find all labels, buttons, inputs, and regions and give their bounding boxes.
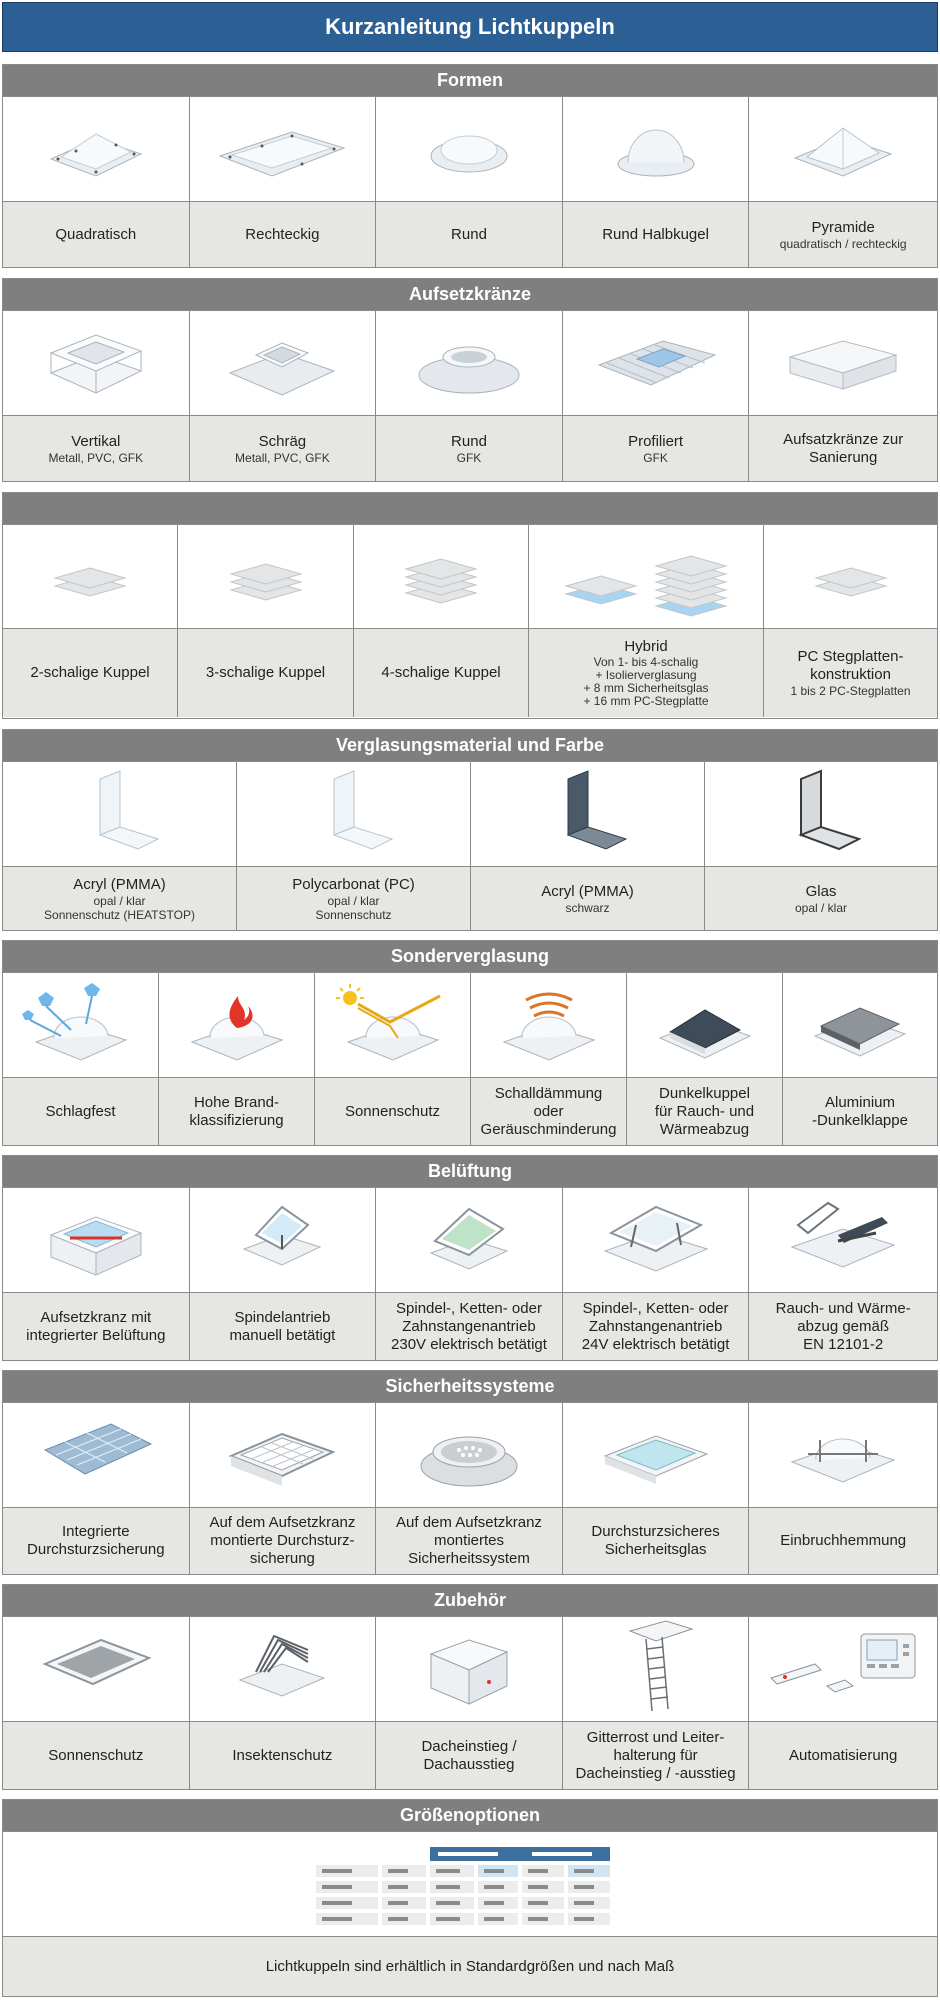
label-hybrid: Hybrid [624, 638, 668, 655]
section-heading: Sonderverglasung [3, 941, 937, 973]
size-table-illustration [3, 1832, 937, 1936]
sublabel-pc-stegplatten: 1 bis 2 PC-Stegplatten [790, 684, 911, 698]
image-aufsetzkranz-belueftung [3, 1188, 190, 1292]
image-sanierung [749, 311, 937, 415]
label-automatisierung: Automatisierung [788, 1746, 898, 1764]
section-heading: Aufsetzkränze [3, 279, 937, 311]
image-insektenschutz [190, 1617, 377, 1721]
label-profiliert: Profiliert [628, 432, 684, 450]
section-verglasung [2, 729, 938, 931]
label-24v-3: 24V elektrisch betätigt [581, 1335, 730, 1353]
section-heading: Verglasungsmaterial und Farbe [3, 730, 937, 762]
label-230v-3: 230V elektrisch betätigt [391, 1335, 547, 1353]
image-rauch-waermeabzug [749, 1188, 937, 1292]
label-spindel-manuell-1: Spindelantrieb [234, 1308, 331, 1326]
image-schalldaemmung [471, 973, 627, 1077]
label-sanierung-2: Sanierung [808, 448, 878, 466]
label-dacheinstieg-2: Dachausstieg [423, 1755, 515, 1773]
label-glas-sicher-2: Sicherheitsglas [604, 1541, 707, 1558]
label-alu-1: Aluminium [824, 1093, 896, 1111]
label-glas-sicher-1: Durchsturzsicheres [591, 1523, 720, 1540]
image-automatisierung [749, 1617, 937, 1721]
section-heading: Formen [3, 65, 937, 97]
label-quadratisch: Quadratisch [55, 225, 137, 243]
section-heading: Größenoptionen [3, 1800, 937, 1832]
label-rund-halbkugel: Rund Halbkugel [602, 225, 709, 243]
label-dunkel-2: für Rauch- und [654, 1102, 755, 1120]
section-sonderverglasung [2, 940, 938, 1146]
sublabel-vertikal: Metall, PVC, GFK [48, 450, 144, 465]
section-heading [3, 493, 937, 525]
label-integrierte-1: Integrierte [62, 1523, 130, 1540]
label-glas: Glas [805, 882, 837, 900]
image-gitterrost-leiter [563, 1617, 750, 1721]
label-schall-1: Schalldämmung [494, 1084, 603, 1102]
label-dacheinstieg-1: Dacheinstieg / [421, 1737, 517, 1755]
label-rwa-2: abzug gemäß [797, 1317, 890, 1335]
image-pyramide [749, 97, 937, 201]
label-rund-kranz: Rund [451, 432, 487, 450]
label-gitterrost-2: halterung für [613, 1746, 698, 1764]
label-einbruchhemmung: Einbruchhemmung [780, 1532, 907, 1549]
label-sonnenschutz-verglasung: Sonnenschutz [344, 1102, 441, 1120]
image-dacheinstieg [376, 1617, 563, 1721]
section-groessenoptionen [2, 1799, 938, 1997]
label-system-1: Auf dem Aufsetzkranz [396, 1514, 542, 1531]
label-sanierung-1: Aufsatzkränze zur [783, 430, 904, 448]
image-schlagfest [3, 973, 159, 1077]
image-integrierte-durchsturzsicherung [3, 1403, 190, 1507]
image-sonnenschutz-verglasung [315, 973, 471, 1077]
hybrid-line-4: + 16 mm PC-Stegplatte [583, 694, 709, 708]
label-2-schalig: 2-schalige Kuppel [30, 664, 150, 681]
hybrid-line-1: Von 1- bis 4-schalig [593, 655, 699, 669]
section-heading: Belüftung [3, 1156, 937, 1188]
sublabel-polycarbonat-2: Sonnenschutz [315, 907, 392, 922]
image-montierte-durchsturzsicherung [190, 1403, 377, 1507]
label-polycarbonat: Polycarbonat (PC) [292, 875, 415, 893]
image-rund-kranz [376, 311, 563, 415]
label-schlagfest: Schlagfest [45, 1102, 116, 1120]
section-sicherheitssysteme [2, 1370, 938, 1575]
label-pc-stegplatten-2: konstruktion [810, 666, 891, 683]
section-heading: Zubehör [3, 1585, 937, 1617]
sublabel-pyramide: quadratisch / rechteckig [779, 236, 907, 251]
label-rwa-1: Rauch- und Wärme- [775, 1299, 911, 1317]
image-rechteckig [190, 97, 377, 201]
sublabel-polycarbonat-1: opal / klar [327, 893, 380, 908]
label-gitterrost-3: Dacheinstieg / -ausstieg [575, 1764, 736, 1782]
label-spindel-manuell-2: manuell betätigt [229, 1326, 336, 1344]
image-hybrid [529, 525, 764, 628]
label-insektenschutz: Insektenschutz [232, 1746, 333, 1764]
sublabel-schraeg: Metall, PVC, GFK [235, 450, 330, 465]
size-footer-text: Lichtkuppeln sind erhältlich in Standardgrößen und nach Maß [265, 1957, 675, 1975]
image-sicherheitsglas [563, 1403, 750, 1507]
hybrid-line-3: + 8 mm Sicherheitsglas [583, 681, 709, 695]
label-acryl-schwarz: Acryl (PMMA) [541, 882, 634, 900]
sublabel-glas: opal / klar [794, 900, 848, 915]
label-pc-stegplatten-1: PC Stegplatten- [797, 648, 904, 665]
page-title: Kurzanleitung Lichtkuppeln [2, 2, 938, 52]
label-montierte-3: sicherung [249, 1550, 315, 1567]
image-acryl-opal [3, 762, 237, 866]
image-vertikal [3, 311, 190, 415]
image-quadratisch [3, 97, 190, 201]
label-aufsetzkranz-belueftung-2: integrierter Belüftung [26, 1326, 166, 1344]
image-dunkelkuppel [627, 973, 783, 1077]
image-glas [705, 762, 937, 866]
image-rund [376, 97, 563, 201]
label-230v-2: Zahnstangenantrieb [402, 1317, 536, 1335]
sublabel-acryl-schwarz: schwarz [565, 900, 610, 915]
label-rwa-3: EN 12101-2 [803, 1335, 884, 1353]
sublabel-rund-kranz: GFK [456, 450, 482, 465]
image-sonnenschutz-zubehoer [3, 1617, 190, 1721]
section-schalen [2, 492, 938, 719]
label-gitterrost-1: Gitterrost und Leiter- [586, 1728, 725, 1746]
image-2-schalig [3, 525, 178, 628]
image-spindelantrieb-manuell [190, 1188, 377, 1292]
label-brand-2: klassifizierung [189, 1111, 284, 1129]
hybrid-line-2: + Isolierverglasung [595, 668, 697, 682]
label-pyramide: Pyramide [811, 218, 875, 236]
label-230v-1: Spindel-, Ketten- oder [396, 1299, 542, 1317]
label-alu-2: -Dunkelklappe [812, 1111, 908, 1129]
label-vertikal: Vertikal [71, 432, 121, 450]
section-aufsetzkraenze [2, 278, 938, 482]
label-rund: Rund [451, 225, 487, 243]
label-dunkel-1: Dunkelkuppel [659, 1084, 750, 1102]
image-schraeg [190, 311, 377, 415]
image-sicherheitssystem-rund [376, 1403, 563, 1507]
image-hohe-brandklassifizierung [159, 973, 315, 1077]
image-pc-stegplatten [764, 525, 937, 628]
label-system-2: montiertes [433, 1532, 504, 1549]
image-4-schalig [354, 525, 529, 628]
label-integrierte-2: Durchsturzsicherung [27, 1541, 165, 1558]
label-acryl-opal: Acryl (PMMA) [73, 875, 166, 893]
label-brand-1: Hohe Brand- [193, 1093, 280, 1111]
label-montierte-2: montierte Durchsturz- [210, 1532, 355, 1549]
image-aluminium-dunkelklappe [783, 973, 937, 1077]
image-3-schalig [178, 525, 354, 628]
section-formen [2, 64, 938, 268]
image-spindel-24v [563, 1188, 750, 1292]
label-schall-2: oder [533, 1102, 564, 1120]
image-einbruchhemmung [749, 1403, 937, 1507]
label-24v-1: Spindel-, Ketten- oder [582, 1299, 729, 1317]
label-system-3: Sicherheitssystem [408, 1550, 530, 1567]
label-24v-2: Zahnstangenantrieb [588, 1317, 723, 1335]
image-profiliert [563, 311, 750, 415]
label-4-schalig: 4-schalige Kuppel [381, 664, 501, 681]
label-3-schalig: 3-schalige Kuppel [205, 664, 326, 681]
label-sonnenschutz-zubehoer: Sonnenschutz [48, 1746, 144, 1764]
image-acryl-schwarz [471, 762, 705, 866]
sublabel-profiliert: GFK [643, 450, 668, 465]
image-polycarbonat [237, 762, 471, 866]
label-schall-3: Geräuschminderung [480, 1120, 617, 1138]
section-heading: Sicherheitssysteme [3, 1371, 937, 1403]
label-schraeg: Schräg [258, 432, 307, 450]
sublabel-acryl-opal-1: opal / klar [93, 893, 146, 908]
label-dunkel-3: Wärmeabzug [659, 1120, 750, 1138]
image-rund-halbkugel [563, 97, 750, 201]
image-spindel-230v [376, 1188, 563, 1292]
label-montierte-1: Auf dem Aufsetzkranz [209, 1514, 356, 1531]
sublabel-acryl-opal-2: Sonnenschutz (HEATSTOP) [44, 907, 195, 922]
section-belueftung [2, 1155, 938, 1361]
label-aufsetzkranz-belueftung-1: Aufsetzkranz mit [40, 1308, 152, 1326]
section-zubehoer [2, 1584, 938, 1790]
label-rechteckig: Rechteckig [245, 225, 320, 243]
